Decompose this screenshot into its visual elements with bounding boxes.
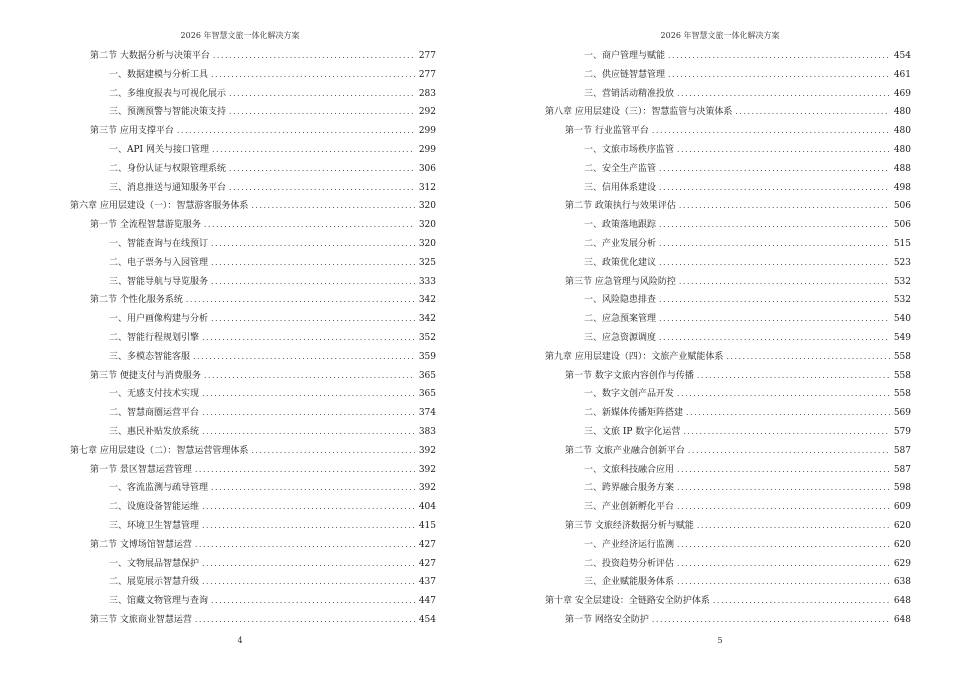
toc-dot-leader (202, 498, 415, 517)
toc-entry-title: 三、预测预警与智能决策支持 (109, 107, 227, 118)
toc-dot-leader (688, 442, 890, 461)
toc-entry-title: 二、产业发展分析 (584, 238, 657, 249)
toc-entry-title: 一、数字文创产品开发 (584, 389, 675, 400)
toc-entry-title: 第七章 应用层建设（二）：智慧运营管理体系 (70, 445, 249, 456)
toc-dot-leader (659, 310, 890, 329)
toc-dot-leader (677, 573, 890, 592)
toc-entry-page-number: 540 (893, 314, 911, 325)
toc-entry-page-number: 620 (893, 520, 911, 531)
toc-dot-leader (251, 442, 415, 461)
toc-entry-page-number: 558 (893, 389, 911, 400)
toc-subsection-entry[interactable] (70, 329, 436, 348)
toc-entry-title: 第一节 景区智慧运营管理 (90, 464, 192, 475)
toc-subsection-entry[interactable] (70, 85, 436, 104)
toc-entry-page-number: 579 (893, 426, 911, 437)
toc-subsection-entry[interactable] (70, 592, 436, 611)
toc-dot-leader (659, 235, 890, 254)
toc-entry-title: 第一节 全流程智慧游览服务 (90, 220, 201, 231)
toc-entry-page-number: 587 (893, 445, 911, 456)
toc-entry-page-number: 648 (893, 614, 911, 625)
toc-dot-leader (211, 592, 415, 611)
toc-entry-title: 三、信用体系建设 (584, 182, 657, 193)
toc-dot-leader (211, 254, 415, 273)
toc-entry-page-number: 277 (418, 51, 436, 61)
toc-entry-title: 三、馆藏文物管理与查询 (109, 596, 209, 607)
toc-entry-title: 第二节 个性化服务系统 (90, 295, 183, 306)
toc-dot-leader (686, 404, 890, 423)
toc-entry-title: 二、身份认证与权限管理系统 (109, 163, 227, 174)
toc-dot-leader (202, 423, 415, 442)
toc-entry-page-number: 437 (418, 577, 436, 588)
toc-entry-page-number: 532 (893, 276, 911, 287)
toc-entry-page-number: 523 (893, 257, 911, 268)
toc-dot-leader (726, 348, 890, 367)
toc-dot-leader (212, 141, 415, 160)
toc-entry-page-number: 342 (418, 314, 436, 325)
toc-dot-leader (659, 216, 890, 235)
toc-dot-leader (677, 479, 890, 498)
toc-chapter-entry[interactable] (70, 197, 436, 216)
toc-section-entry[interactable] (70, 47, 436, 66)
page-right (480, 0, 960, 682)
toc-entry-page-number: 598 (893, 483, 911, 494)
toc-subsection-entry[interactable] (545, 573, 911, 592)
toc-entry-page-number: 629 (893, 558, 911, 569)
toc-entry-title: 三、惠民补贴发放系统 (109, 426, 200, 437)
toc-dot-leader (229, 179, 415, 198)
toc-subsection-entry[interactable] (545, 291, 911, 310)
toc-dot-leader (679, 197, 890, 216)
toc-section-entry[interactable] (545, 273, 911, 292)
toc-entry-page-number: 320 (418, 238, 436, 249)
toc-entry-page-number: 587 (893, 464, 911, 475)
toc-subsection-entry[interactable] (70, 423, 436, 442)
toc-entry-title: 第三节 便捷支付与消费服务 (90, 370, 201, 381)
toc-subsection-entry[interactable] (70, 103, 436, 122)
toc-entry-title: 二、新媒体传播矩阵搭建 (584, 408, 684, 419)
toc-entry-page-number: 320 (418, 220, 436, 231)
toc-entry-title: 第九章 应用层建设（四）：文旅产业赋能体系 (545, 351, 724, 362)
toc-dot-leader (204, 367, 415, 386)
toc-entry-page-number: 558 (893, 370, 911, 381)
toc-entry-title: 一、产业经济运行监测 (584, 539, 675, 550)
toc-entry-page-number: 404 (418, 502, 436, 513)
toc-subsection-entry[interactable] (70, 385, 436, 404)
toc-entry-page-number: 365 (418, 370, 436, 381)
toc-chapter-entry[interactable] (545, 592, 911, 611)
toc-dot-leader (668, 47, 890, 66)
toc-dot-leader (229, 160, 415, 179)
toc-entry-title: 第三节 文旅经济数据分析与赋能 (565, 520, 694, 531)
toc-dot-leader (195, 611, 415, 630)
toc-dot-leader (202, 555, 415, 574)
toc-subsection-entry[interactable] (545, 160, 911, 179)
toc-entry-title: 三、环境卫生智慧管理 (109, 520, 200, 531)
toc-dot-leader (659, 291, 890, 310)
toc-section-entry[interactable] (70, 536, 436, 555)
toc-entry-page-number: 620 (893, 539, 911, 550)
toc-entry-title: 三、文旅 IP 数字化运营 (584, 426, 681, 437)
toc-subsection-entry[interactable] (545, 555, 911, 574)
toc-entry-title: 一、客流监测与疏导管理 (109, 483, 209, 494)
toc-entry-page-number: 532 (893, 295, 911, 306)
toc-dot-leader (202, 404, 415, 423)
toc-entry-title: 第三节 文旅商业智慧运营 (90, 614, 192, 625)
toc-entry-title: 三、营销活动精准投放 (584, 88, 675, 99)
toc-subsection-entry[interactable] (545, 66, 911, 85)
toc-subsection-entry[interactable] (70, 517, 436, 536)
toc-subsection-entry[interactable] (545, 310, 911, 329)
toc-subsection-entry[interactable] (70, 235, 436, 254)
toc-section-entry[interactable] (70, 367, 436, 386)
toc-entry-title: 一、API 网关与接口管理 (109, 144, 209, 155)
toc-dot-leader (679, 273, 890, 292)
toc-dot-leader (677, 141, 890, 160)
toc-section-entry[interactable] (545, 367, 911, 386)
toc-subsection-entry[interactable] (70, 555, 436, 574)
toc-subsection-entry[interactable] (70, 160, 436, 179)
toc-subsection-entry[interactable] (545, 423, 911, 442)
toc-entry-title: 三、消息推送与通知服务平台 (109, 182, 227, 193)
toc-entry-page-number: 558 (893, 351, 911, 362)
toc-dot-leader (202, 329, 415, 348)
toc-dot-leader (677, 385, 890, 404)
toc-dot-leader (186, 291, 415, 310)
toc-entry-page-number: 488 (893, 163, 911, 174)
toc-dot-leader (677, 536, 890, 555)
page-number: 5 (717, 636, 723, 645)
toc-subsection-entry[interactable] (545, 179, 911, 198)
toc-dot-leader (213, 47, 415, 66)
toc-dot-leader (735, 103, 890, 122)
toc-entry-page-number: 427 (418, 539, 436, 550)
toc-entry-title: 第二节 文旅产业融合创新平台 (565, 445, 685, 456)
toc-dot-leader (229, 85, 415, 104)
toc-entry-title: 一、文旅科技融合应用 (584, 464, 675, 475)
toc-entry-title: 二、投资趋势分析评估 (584, 558, 675, 569)
toc-entry-title: 二、应急预案管理 (584, 314, 657, 325)
toc-dot-leader (211, 273, 415, 292)
toc-entry-page-number: 648 (893, 596, 911, 607)
toc-subsection-entry[interactable] (70, 141, 436, 160)
toc-entry-page-number: 392 (418, 464, 436, 475)
toc-entry-title: 三、智能导航与导览服务 (109, 276, 209, 287)
toc-subsection-entry[interactable] (70, 310, 436, 329)
toc-dot-leader (193, 348, 415, 367)
toc-entry-page-number: 374 (418, 408, 436, 419)
toc-entry-page-number: 454 (418, 614, 436, 625)
toc-entry-page-number: 469 (893, 88, 911, 99)
toc-section-entry[interactable] (70, 461, 436, 480)
toc-dot-leader (713, 592, 890, 611)
toc-entry-title: 一、文旅市场秩序监管 (584, 144, 675, 155)
toc-dot-leader (211, 66, 415, 85)
toc-entry-title: 第一节 行业监管平台 (565, 126, 649, 137)
toc-dot-leader (659, 329, 890, 348)
toc-chapter-entry[interactable] (70, 442, 436, 461)
toc-subsection-entry[interactable] (545, 536, 911, 555)
toc-entry-title: 二、安全生产监管 (584, 163, 657, 174)
toc-entry-page-number: 283 (418, 88, 436, 99)
toc-entry-title: 二、设施设备智能运维 (109, 502, 200, 513)
toc-entry-page-number: 609 (893, 502, 911, 513)
toc-entry-title: 二、跨界融合服务方案 (584, 483, 675, 494)
toc-entry-page-number: 383 (418, 426, 436, 437)
toc-dot-leader (659, 160, 890, 179)
toc-subsection-entry[interactable] (70, 179, 436, 198)
toc-dot-leader (211, 310, 415, 329)
toc-entry-title: 三、多模态智能客服 (109, 351, 191, 362)
toc-section-entry[interactable] (545, 517, 911, 536)
toc-entry-title: 二、智慧商圈运营平台 (109, 408, 200, 419)
running-header: 2026 年智慧文旅一体化解决方案 (180, 31, 300, 40)
toc-entry-title: 第六章 应用层建设（一）：智慧游客服务体系 (70, 201, 249, 212)
toc-section-entry[interactable] (70, 291, 436, 310)
toc-entry-page-number: 359 (418, 351, 436, 362)
toc-subsection-entry[interactable] (545, 85, 911, 104)
toc-subsection-entry[interactable] (70, 498, 436, 517)
toc-subsection-entry[interactable] (70, 254, 436, 273)
toc-dot-leader (677, 498, 890, 517)
toc-entry-page-number: 427 (418, 558, 436, 569)
toc-subsection-entry[interactable] (545, 498, 911, 517)
toc-dot-leader (204, 216, 415, 235)
toc-subsection-entry[interactable] (70, 573, 436, 592)
toc-entry-page-number: 277 (418, 69, 436, 80)
toc-dot-leader (697, 517, 890, 536)
table-of-contents (545, 47, 911, 630)
toc-entry-title: 第一节 数字文旅内容创作与传播 (565, 370, 694, 381)
toc-entry-page-number: 365 (418, 389, 436, 400)
toc-entry-title: 二、展览展示智慧升级 (109, 577, 200, 588)
toc-dot-leader (697, 367, 890, 386)
toc-entry-title: 一、商户管理与赋能 (584, 51, 666, 61)
toc-dot-leader (211, 235, 415, 254)
table-of-contents (70, 47, 436, 630)
toc-subsection-entry[interactable] (545, 141, 911, 160)
toc-dot-leader (202, 385, 415, 404)
toc-entry-page-number: 392 (418, 483, 436, 494)
toc-entry-title: 第三节 应急管理与风险防控 (565, 276, 676, 287)
toc-entry-page-number: 447 (418, 596, 436, 607)
toc-dot-leader (195, 461, 415, 480)
toc-entry-page-number: 299 (418, 144, 436, 155)
toc-subsection-entry[interactable] (70, 66, 436, 85)
toc-entry-title: 三、企业赋能服务体系 (584, 577, 675, 588)
toc-dot-leader (677, 85, 890, 104)
toc-entry-title: 第二节 文博场馆智慧运营 (90, 539, 192, 550)
toc-entry-page-number: 461 (893, 69, 911, 80)
toc-subsection-entry[interactable] (545, 216, 911, 235)
toc-entry-title: 第二节 政策执行与效果评估 (565, 201, 676, 212)
toc-dot-leader (668, 66, 890, 85)
toc-entry-page-number: 352 (418, 332, 436, 343)
toc-subsection-entry[interactable] (545, 479, 911, 498)
toc-entry-title: 一、数据建模与分析工具 (109, 69, 209, 80)
toc-entry-page-number: 569 (893, 408, 911, 419)
toc-entry-page-number: 333 (418, 276, 436, 287)
toc-dot-leader (677, 461, 890, 480)
toc-subsection-entry[interactable] (545, 385, 911, 404)
toc-entry-page-number: 312 (418, 182, 436, 193)
toc-subsection-entry[interactable] (70, 404, 436, 423)
toc-entry-title: 第二节 大数据分析与决策平台 (90, 51, 210, 61)
toc-section-entry[interactable] (70, 122, 436, 141)
toc-entry-title: 一、无感支付技术实现 (109, 389, 200, 400)
toc-entry-title: 一、智能查询与在线预订 (109, 238, 209, 249)
toc-dot-leader (677, 555, 890, 574)
toc-section-entry[interactable] (545, 611, 911, 630)
toc-entry-page-number: 515 (893, 238, 911, 249)
toc-dot-leader (211, 479, 415, 498)
toc-entry-title: 第八章 应用层建设（三）：智慧监管与决策体系 (545, 107, 733, 118)
toc-entry-title: 二、电子票务与入园管理 (109, 257, 209, 268)
toc-entry-page-number: 342 (418, 295, 436, 306)
toc-section-entry[interactable] (545, 442, 911, 461)
toc-subsection-entry[interactable] (70, 273, 436, 292)
toc-chapter-entry[interactable] (545, 348, 911, 367)
toc-subsection-entry[interactable] (545, 329, 911, 348)
toc-subsection-entry[interactable] (545, 254, 911, 273)
toc-dot-leader (251, 197, 415, 216)
toc-subsection-entry[interactable] (545, 404, 911, 423)
toc-entry-page-number: 292 (418, 107, 436, 118)
toc-dot-leader (652, 611, 890, 630)
toc-section-entry[interactable] (70, 216, 436, 235)
toc-entry-title: 一、风险隐患排查 (584, 295, 657, 306)
toc-entry-page-number: 325 (418, 257, 436, 268)
toc-subsection-entry[interactable] (70, 479, 436, 498)
toc-entry-title: 二、智能行程规划引擎 (109, 332, 200, 343)
toc-entry-title: 第十章 安全层建设：全链路安全防护体系 (545, 596, 710, 607)
toc-dot-leader (202, 517, 415, 536)
toc-entry-title: 第一节 网络安全防护 (565, 614, 649, 625)
toc-subsection-entry[interactable] (70, 348, 436, 367)
toc-entry-page-number: 392 (418, 445, 436, 456)
toc-entry-page-number: 506 (893, 220, 911, 231)
toc-dot-leader (229, 103, 415, 122)
toc-dot-leader (652, 122, 890, 141)
toc-entry-title: 一、政策落地跟踪 (584, 220, 657, 231)
toc-section-entry[interactable] (545, 122, 911, 141)
toc-entry-page-number: 638 (893, 577, 911, 588)
toc-dot-leader (202, 573, 415, 592)
toc-entry-page-number: 415 (418, 520, 436, 531)
toc-dot-leader (195, 536, 415, 555)
toc-chapter-entry[interactable] (545, 103, 911, 122)
toc-section-entry[interactable] (545, 197, 911, 216)
toc-entry-page-number: 454 (893, 51, 911, 61)
toc-entry-title: 三、应急资源调度 (584, 332, 657, 343)
toc-dot-leader (177, 122, 415, 141)
page-number: 4 (237, 636, 243, 645)
toc-entry-title: 一、用户画像构建与分析 (109, 314, 209, 325)
toc-entry-page-number: 306 (418, 163, 436, 174)
running-header: 2026 年智慧文旅一体化解决方案 (660, 31, 780, 40)
toc-entry-page-number: 299 (418, 126, 436, 137)
toc-section-entry[interactable] (70, 611, 436, 630)
toc-entry-page-number: 506 (893, 201, 911, 212)
toc-subsection-entry[interactable] (545, 235, 911, 254)
toc-entry-title: 二、供应链智慧管理 (584, 69, 666, 80)
toc-dot-leader (659, 179, 890, 198)
toc-entry-title: 二、多维度报表与可视化展示 (109, 88, 227, 99)
toc-entry-page-number: 480 (893, 126, 911, 137)
toc-entry-title: 一、文物展品智慧保护 (109, 558, 200, 569)
toc-entry-page-number: 498 (893, 182, 911, 193)
toc-entry-title: 第三节 应用支撑平台 (90, 126, 174, 137)
toc-entry-page-number: 320 (418, 201, 436, 212)
toc-entry-page-number: 480 (893, 144, 911, 155)
toc-entry-title: 三、政策优化建议 (584, 257, 657, 268)
toc-subsection-entry[interactable] (545, 47, 911, 66)
toc-dot-leader (683, 423, 890, 442)
toc-entry-page-number: 480 (893, 107, 911, 118)
toc-subsection-entry[interactable] (545, 461, 911, 480)
toc-entry-title: 三、产业创新孵化平台 (584, 502, 675, 513)
toc-dot-leader (659, 254, 890, 273)
toc-entry-page-number: 549 (893, 332, 911, 343)
